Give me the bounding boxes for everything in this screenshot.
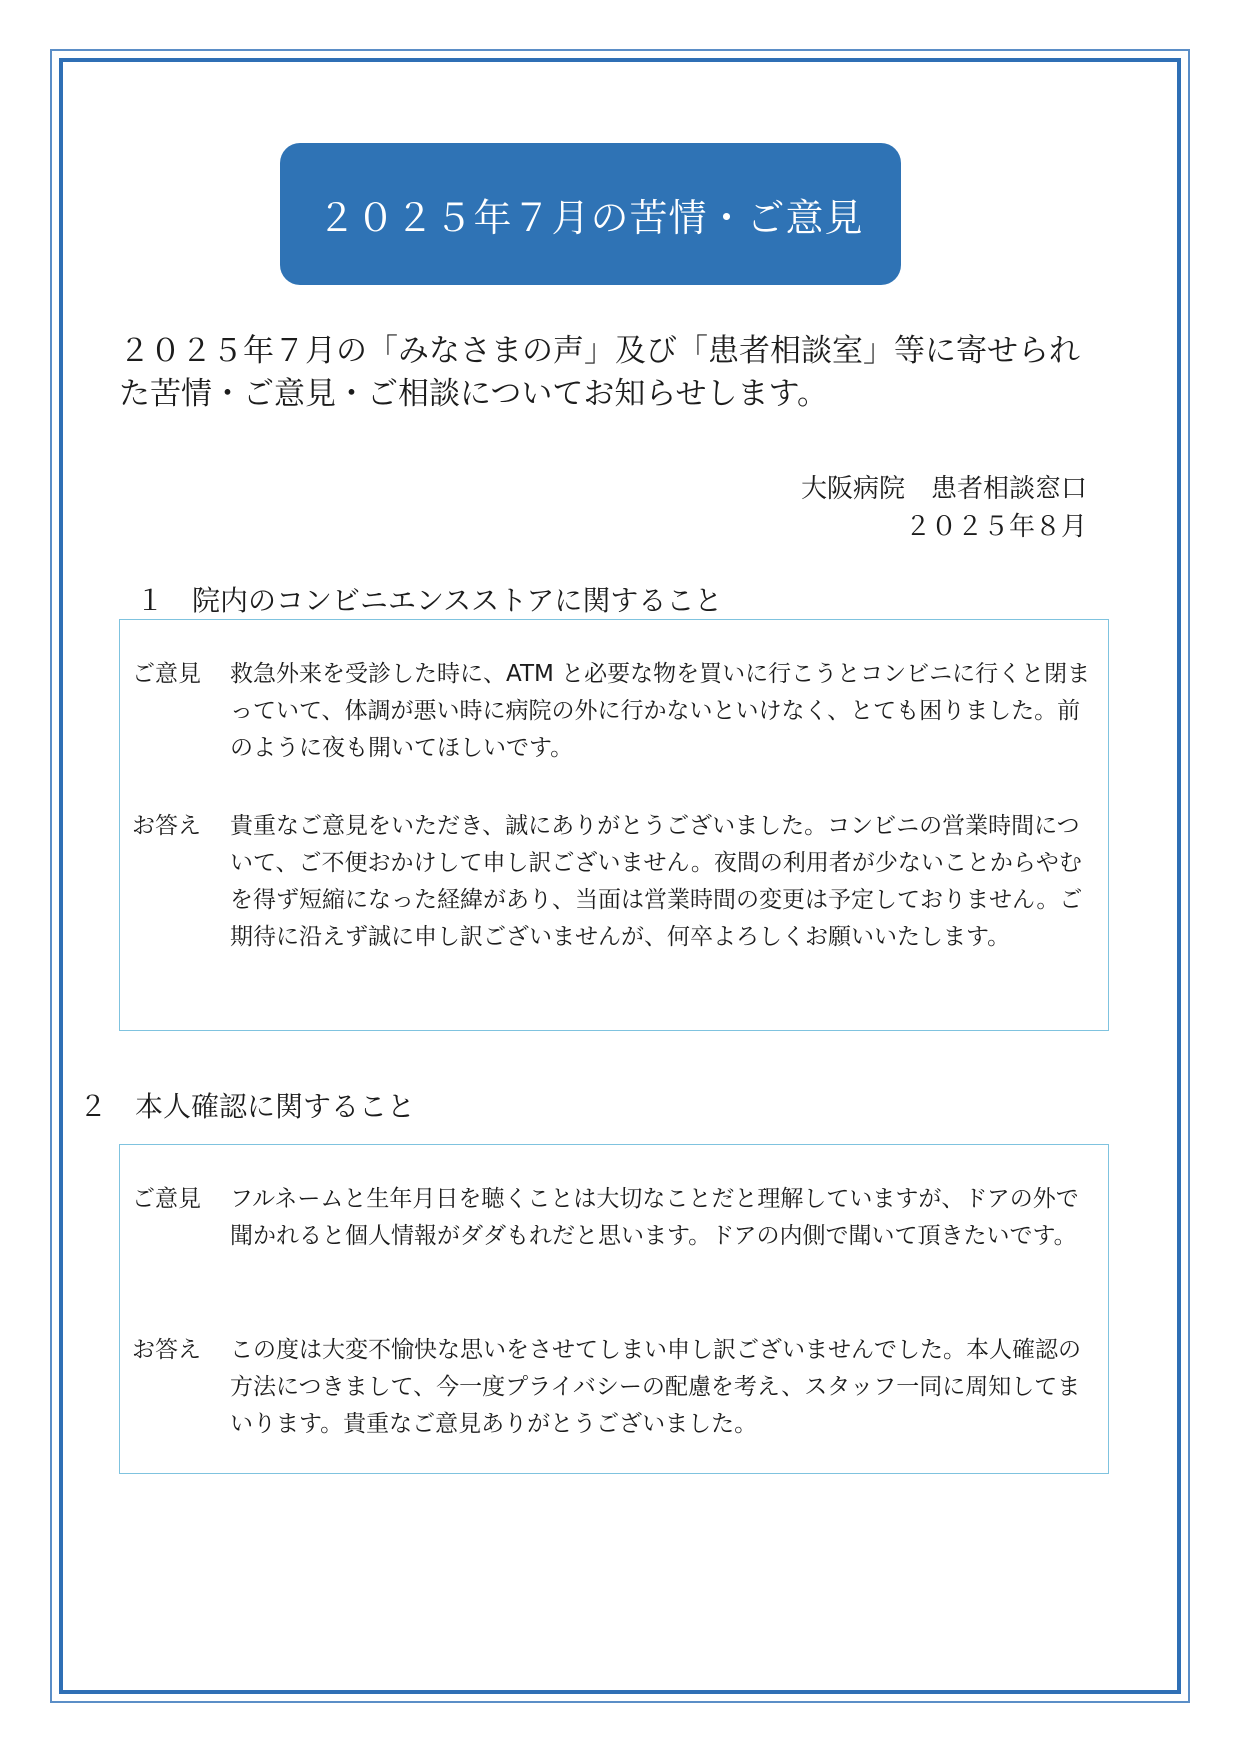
- title-banner: [280, 143, 901, 285]
- issue-date: ２０２５年８月: [904, 512, 1087, 542]
- answer-text: 貴重なご意見をいただき、誠にありがとうございました。コンビニの営業時間について、ご不便おかけして申し訳ございません。夜間の利用者が少ないことからやむを得ず短縮になった経緯があり、当面は営業時間の変更は予定しておりません。ご期待に沿えず誠に申し訳ございませんが、何卒よろしくお願いいたします。: [230, 813, 1083, 950]
- page-title: ２０２５年７月の苦情・ご意見: [317, 195, 864, 240]
- qa-box: [119, 1144, 1109, 1474]
- answer-label: お答え: [132, 1337, 201, 1363]
- opinion-label: ご意見: [132, 1186, 201, 1212]
- issuer-org: 大阪病院 患者相談窓口: [800, 474, 1087, 504]
- section-heading: １ 院内のコンビニエンスストアに関すること: [136, 584, 723, 617]
- opinion-item: [132, 656, 1096, 767]
- qa-box: [119, 619, 1109, 1031]
- opinion-text: 救急外来を受診した時に、ATM と必要な物を買いに行こうとコンビニに行くと閉まっていて、体調が悪い時に病院の外に行かないといけなく、とても困りました。前のように夜も開いてほしいです。: [230, 661, 1091, 761]
- section-heading: ２ 本人確認に関すること: [79, 1090, 416, 1123]
- opinion-label: ご意見: [132, 661, 201, 687]
- answer-item: [132, 808, 1096, 956]
- answer-text: この度は大変不愉快な思いをさせてしまい申し訳ございませんでした。本人確認の方法につきまして、今一度プライバシーの配慮を考え、スタッフ一同に周知してまいります。貴重なご意見ありがとうございました。: [230, 1337, 1081, 1437]
- opinion-item: [132, 1181, 1096, 1255]
- opinion-text: フルネームと生年月日を聴くことは大切なことだと理解していますが、ドアの外で聞かれると個人情報がダダもれだと思います。ドアの内側で聞いて頂きたいです。: [230, 1186, 1079, 1249]
- issuer-block: [801, 470, 1087, 546]
- answer-item: [132, 1332, 1096, 1443]
- intro-paragraph: ２０２５年７月の「みなさまの声」及び「患者相談室」等に寄せられた苦情・ご意見・ご相談についてお知らせします。: [119, 333, 1080, 412]
- answer-label: お答え: [132, 813, 201, 839]
